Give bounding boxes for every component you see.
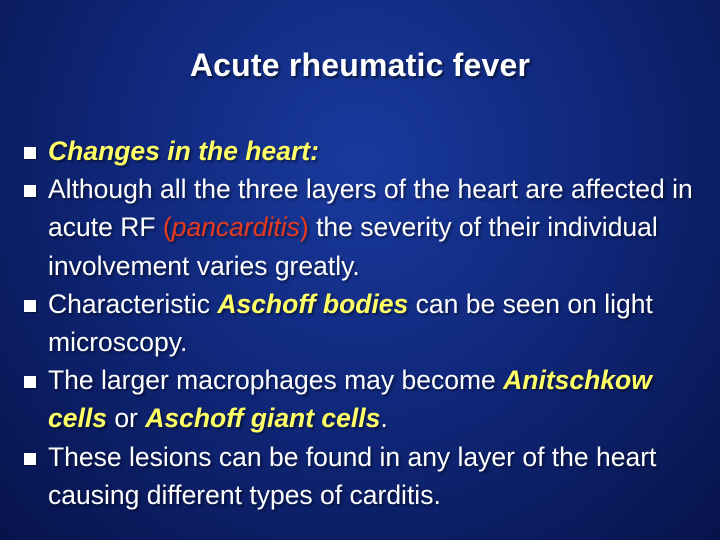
highlight-term: pancarditis (171, 212, 300, 243)
square-bullet-icon (24, 453, 36, 465)
paren-close: ) (299, 212, 309, 243)
square-bullet-icon (24, 185, 36, 197)
bullet-list (22, 132, 702, 514)
highlight-term: Anitschkow cells (48, 365, 652, 434)
bullet-text: Although all the three layers of the heart are affected in acute RF (48, 174, 693, 243)
bullet-text: Changes in the heart: (48, 136, 319, 166)
highlight-term: Aschoff bodies (217, 288, 409, 319)
bullet-text: the severity of their individual involvement varies greatly. (48, 212, 658, 281)
bullet-macrophages (22, 361, 702, 437)
bullet-text: Characteristic (48, 288, 218, 319)
bullet-text: These lesions can be found in any layer of the heart causing different types of carditis. (48, 441, 657, 510)
slide-title: Acute rheumatic fever (189, 47, 531, 83)
bullet-text: or (106, 403, 146, 434)
bullet-text: can be seen on light microscopy. (48, 288, 653, 358)
square-bullet-icon (24, 300, 36, 312)
square-bullet-icon (24, 376, 36, 388)
highlight-term: Aschoff giant cells (145, 403, 381, 434)
bullet-text: . (380, 403, 388, 434)
bullet-lesions (22, 438, 702, 514)
paren-open: ( (162, 212, 172, 243)
bullet-text: The larger macrophages may become (48, 365, 504, 396)
square-bullet-icon (24, 147, 36, 159)
bullet-changes-in-heart (22, 132, 702, 170)
bullet-aschoff-bodies (22, 285, 702, 361)
bullet-pancarditis (22, 170, 702, 285)
